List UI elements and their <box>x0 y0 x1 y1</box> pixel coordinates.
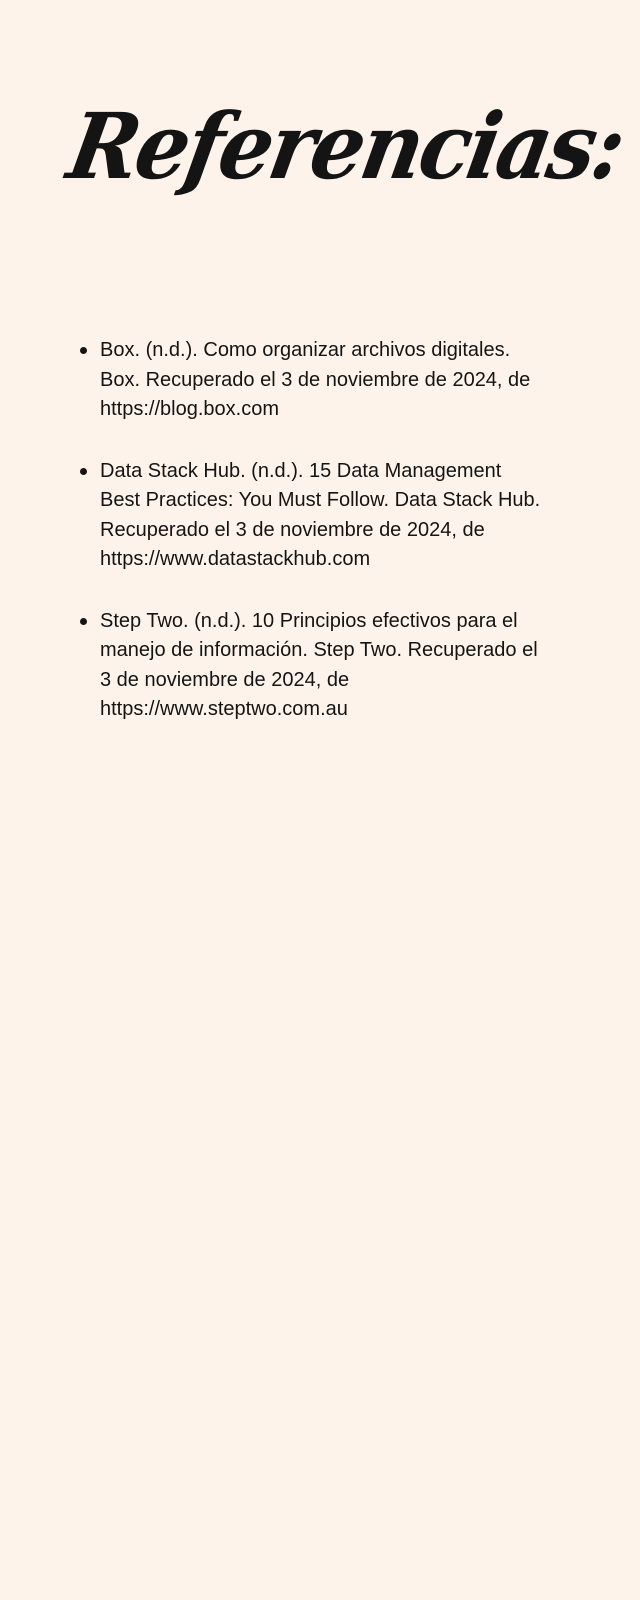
reference-line: 3 de noviembre de 2024, de <box>100 668 350 691</box>
page-title: Referencias: <box>60 92 631 200</box>
reference-list <box>0 336 640 757</box>
reference-line: Best Practices: You Must Follow. Data Stack Hub. <box>100 489 541 511</box>
bullet-icon <box>80 347 87 354</box>
bullet-icon <box>80 618 87 625</box>
reference-item <box>0 607 640 725</box>
reference-url: https://www.datastackhub.com <box>100 548 371 570</box>
reference-line: Step Two. (n.d.). 10 Principios efectivos para el <box>100 609 518 632</box>
reference-url: https://blog.box.com <box>100 398 279 420</box>
reference-line: Box. Recuperado el 3 de noviembre de 2024, de <box>100 368 531 391</box>
reference-line: manejo de información. Step Two. Recuperado el <box>100 639 538 661</box>
reference-url: https://www.steptwo.com.au <box>100 698 348 720</box>
reference-line: Recuperado el 3 de noviembre de 2024, de <box>100 518 485 541</box>
bullet-icon <box>80 468 87 475</box>
reference-line: Box. (n.d.). Como organizar archivos digitales. <box>100 339 511 361</box>
reference-item <box>0 457 640 575</box>
reference-line: Data Stack Hub. (n.d.). 15 Data Management <box>100 459 502 482</box>
reference-item <box>0 336 640 425</box>
